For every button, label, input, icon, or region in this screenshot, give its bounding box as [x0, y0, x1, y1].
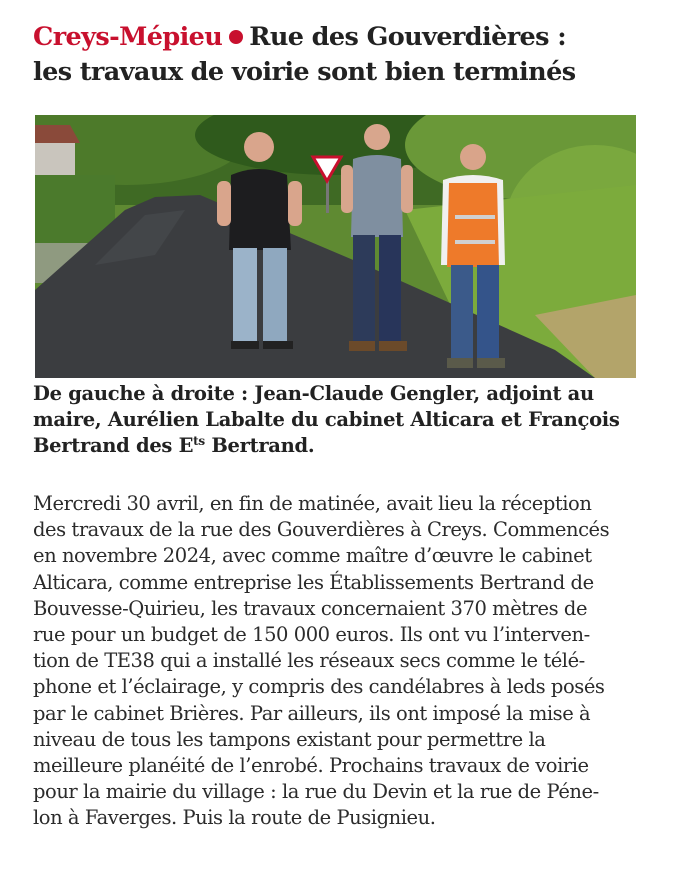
- headline-line-1: [33, 20, 673, 55]
- body-line: des travaux de la rue des Gouverdières à Creys. Commencés: [33, 518, 610, 542]
- body-line: Bouvesse-Quirieu, les travaux concernaient 370 mètres de: [33, 596, 588, 620]
- body-line: Mercredi 30 avril, en fin de matinée, avait lieu la réception: [33, 492, 592, 515]
- caption-superscript: ts: [193, 434, 205, 448]
- caption-line-3-part-b: Bertrand.: [204, 434, 315, 457]
- body-line: tion de TE38 qui a installé les réseaux secs comme le télé-: [33, 649, 585, 673]
- headline-title-part-1: Rue des Gouverdières :: [249, 22, 567, 52]
- headline-line-2: les travaux de voirie sont bien terminés: [33, 57, 576, 87]
- photo-caption: [33, 381, 678, 459]
- body-line: Alticara, comme entreprise les Établissements Bertrand de: [33, 570, 594, 594]
- article-photo: [35, 115, 636, 378]
- body-line: par le cabinet Brières. Par ailleurs, ils ont imposé la mise à: [33, 701, 591, 725]
- article-body: [33, 491, 673, 832]
- body-line: meilleure planéité de l’enrobé. Prochains travaux de voirie: [33, 754, 589, 778]
- photo-three-men-on-new-road-icon: [35, 115, 636, 378]
- headline-kicker: Creys-Mépieu: [33, 22, 223, 52]
- body-line: rue pour un budget de 150 000 euros. Ils ont vu l’interven-: [33, 623, 590, 647]
- caption-line-3-part-a: Bertrand des E: [33, 434, 194, 457]
- caption-line-3: [33, 433, 678, 459]
- body-line: pour la mairie du village : la rue du Devin et la rue de Péne-: [33, 780, 599, 804]
- article-headline: [33, 20, 673, 90]
- body-line: en novembre 2024, avec comme maître d’œuvre le cabinet: [33, 544, 592, 568]
- caption-line-1: De gauche à droite : Jean-Claude Gengler, adjoint au: [33, 382, 594, 405]
- caption-line-2: maire, Aurélien Labalte du cabinet Alticara et François: [33, 408, 620, 431]
- body-line: phone et l’éclairage, y compris des candélabres à leds posés: [33, 675, 605, 699]
- body-line: lon à Faverges. Puis la route de Pusignieu.: [33, 806, 436, 830]
- body-line: niveau de tous les tampons existant pour permettre la: [33, 727, 546, 751]
- bullet-dot-icon: [229, 30, 243, 44]
